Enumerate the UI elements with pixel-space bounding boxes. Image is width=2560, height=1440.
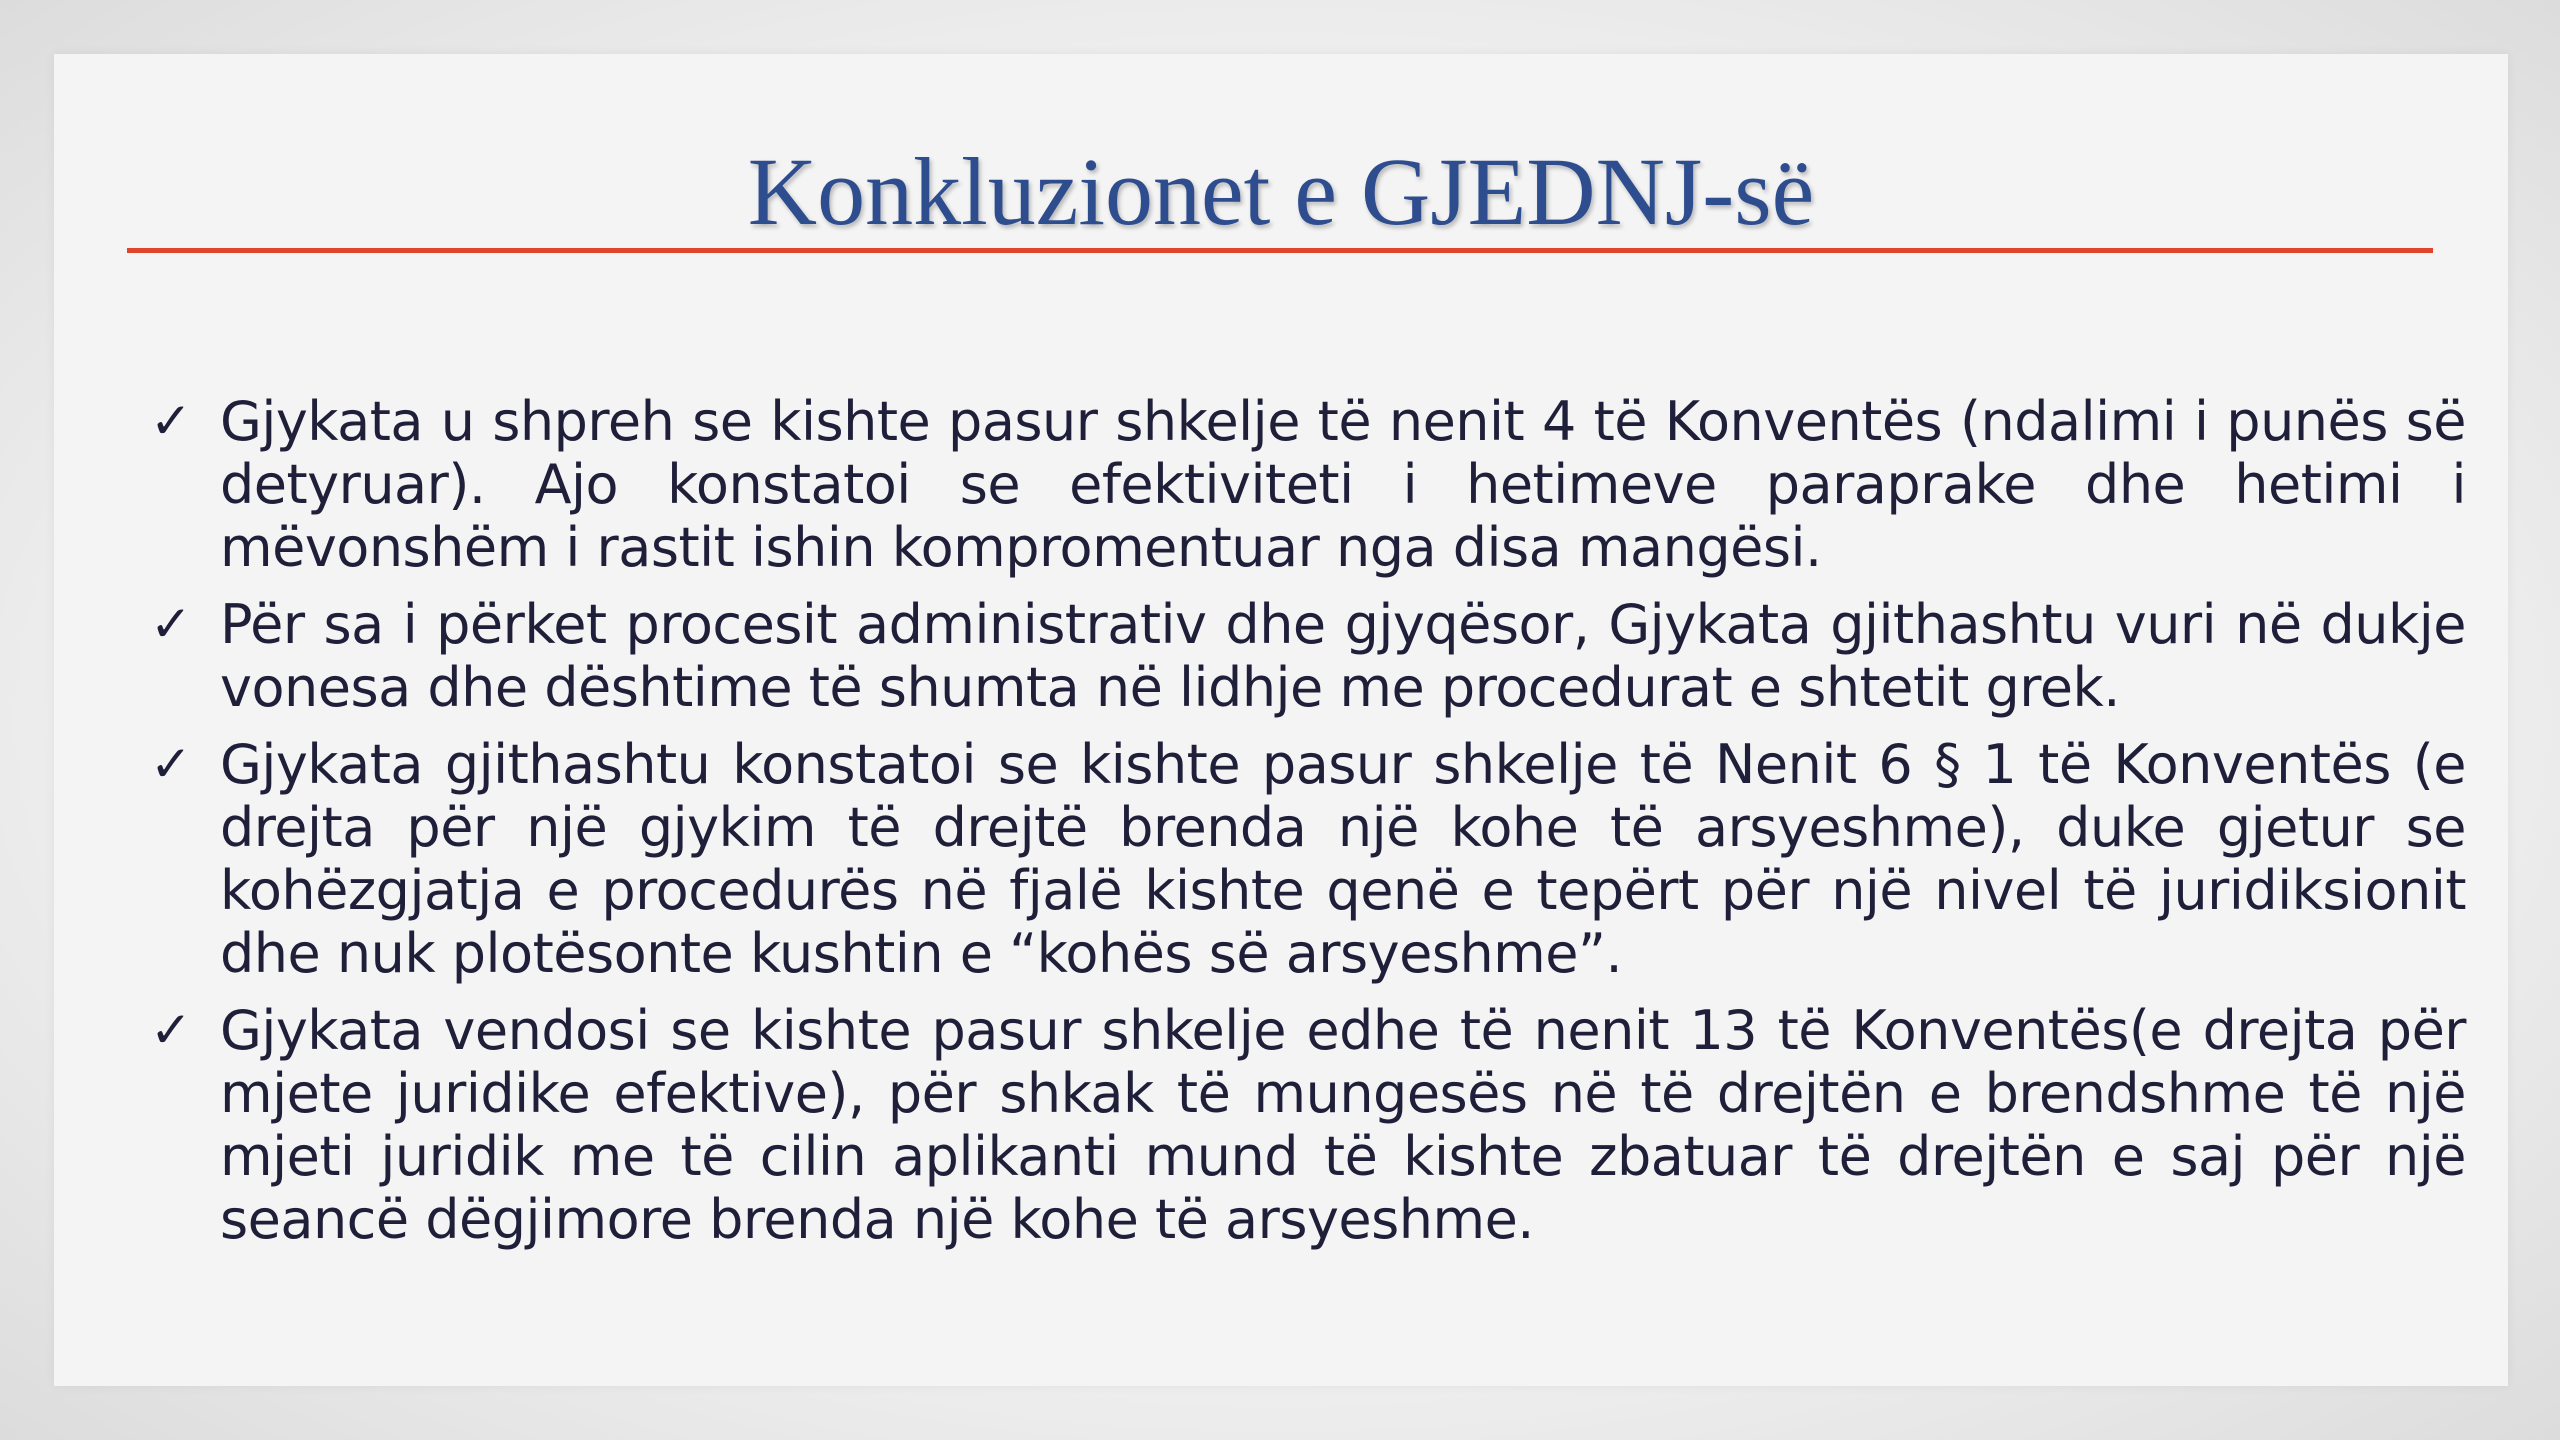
bullet-text: Gjykata u shpreh se kishte pasur shkelje të nenit 4 të Konventës (ndalimi i punës së detyruar). Ajo konstatoi se efektiviteti i hetimeve paraprake dhe hetimi i mëvonshëm i rastit ishin kompromentuar nga disa mangësi. bbox=[220, 390, 2466, 579]
title-underline bbox=[127, 248, 2433, 253]
slide bbox=[54, 54, 2508, 1386]
bullet-text: Për sa i përket procesit administrativ dhe gjyqësor, Gjykata gjithashtu vuri në dukje vonesa dhe dështime të shumta në lidhje me procedurat e shtetit grek. bbox=[220, 593, 2466, 719]
bullet-text: Gjykata vendosi se kishte pasur shkelje edhe të nenit 13 të Konventës(e drejta për mjete juridike efektive), për shkak të mungesës në të drejtën e brendshme të një mjeti juridik me të cilin aplikanti mund të kishte zbatuar të drejtën e saj për një seancë dëgjimore brenda një kohe të arsyeshme. bbox=[220, 999, 2466, 1251]
checkmark-icon: ✓ bbox=[150, 595, 192, 653]
bullet-text: Gjykata gjithashtu konstatoi se kishte pasur shkelje të Nenit 6 § 1 të Konventës (e drejta për një gjykim të drejtë brenda një kohe të arsyeshme), duke gjetur se kohëzgjatja e procedurës në fjalë kishte qenë e tepërt për një nivel të juridiksionit dhe nuk plotësonte kushtin e “kohës së arsyeshme”. bbox=[220, 733, 2466, 985]
bullet-item bbox=[146, 999, 2466, 1251]
checkmark-icon: ✓ bbox=[150, 392, 192, 450]
bullet-list bbox=[146, 390, 2466, 1265]
bullet-item bbox=[146, 593, 2466, 719]
bullet-item bbox=[146, 390, 2466, 579]
checkmark-icon: ✓ bbox=[150, 735, 192, 793]
bullet-item bbox=[146, 733, 2466, 985]
checkmark-icon: ✓ bbox=[150, 1001, 192, 1059]
slide-title: Konkluzionet e GJEDNJ-së bbox=[747, 138, 1815, 245]
